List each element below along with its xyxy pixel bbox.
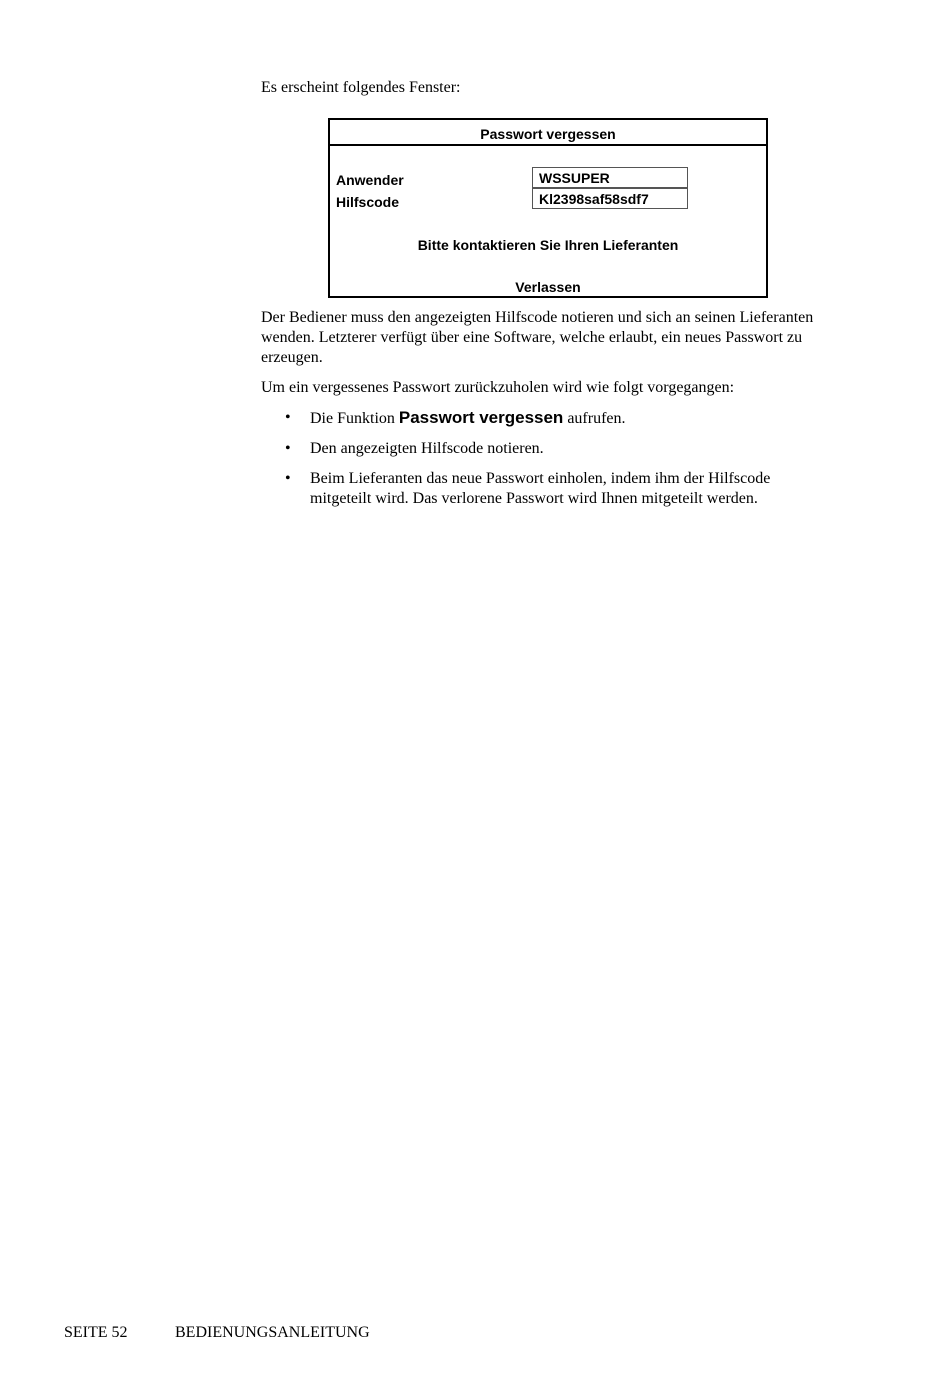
contact-message: Bitte kontaktieren Sie Ihren Lieferanten [417, 237, 679, 253]
bullet-text: Beim Lieferanten das neue Passwort einholen, indem ihm der Hilfscode mitgeteilt wird. Das verlorene Passwort wird Ihnen mitgeteilt werden. [310, 470, 771, 507]
user-field: WSSUPER [532, 167, 688, 188]
bullet-text: Den angezeigten Hilfscode notieren. [310, 440, 544, 457]
bullet-icon: • [285, 440, 291, 457]
intro-text: Es erscheint folgendes Fenster: [261, 79, 461, 96]
footer-page-number: SEITE 52 [64, 1324, 128, 1341]
dialog-title: Passwort vergessen [330, 120, 766, 146]
help-code-label: Hilfscode [336, 194, 400, 210]
paragraph-procedure-intro: Um ein vergessenes Passwort zurückzuholen wird wie folgt vorgegangen: [261, 379, 735, 396]
function-name: Passwort vergessen [398, 408, 564, 427]
list-item [261, 408, 821, 429]
bullet-text: Die Funktion [310, 410, 399, 427]
help-code-field: Kl2398saf58sdf7 [532, 188, 688, 209]
bullet-icon: • [285, 409, 291, 426]
bullet-text: aufrufen. [563, 410, 626, 427]
list-item [261, 469, 821, 509]
footer-document-title: BEDIENUNGSANLEITUNG [175, 1324, 370, 1341]
bullet-icon: • [285, 470, 291, 487]
forgot-password-dialog [328, 118, 768, 298]
user-label: Anwender [336, 172, 404, 188]
exit-button[interactable]: Verlassen [515, 279, 581, 295]
paragraph-operator-note: Der Bediener muss den angezeigten Hilfscode notieren und sich an seinen Lieferanten wenden. Letzterer verfügt über eine Software, welche erlaubt, ein neues Passwort zu erzeugen. [261, 309, 814, 366]
procedure-list [261, 408, 821, 519]
list-item [261, 439, 821, 459]
